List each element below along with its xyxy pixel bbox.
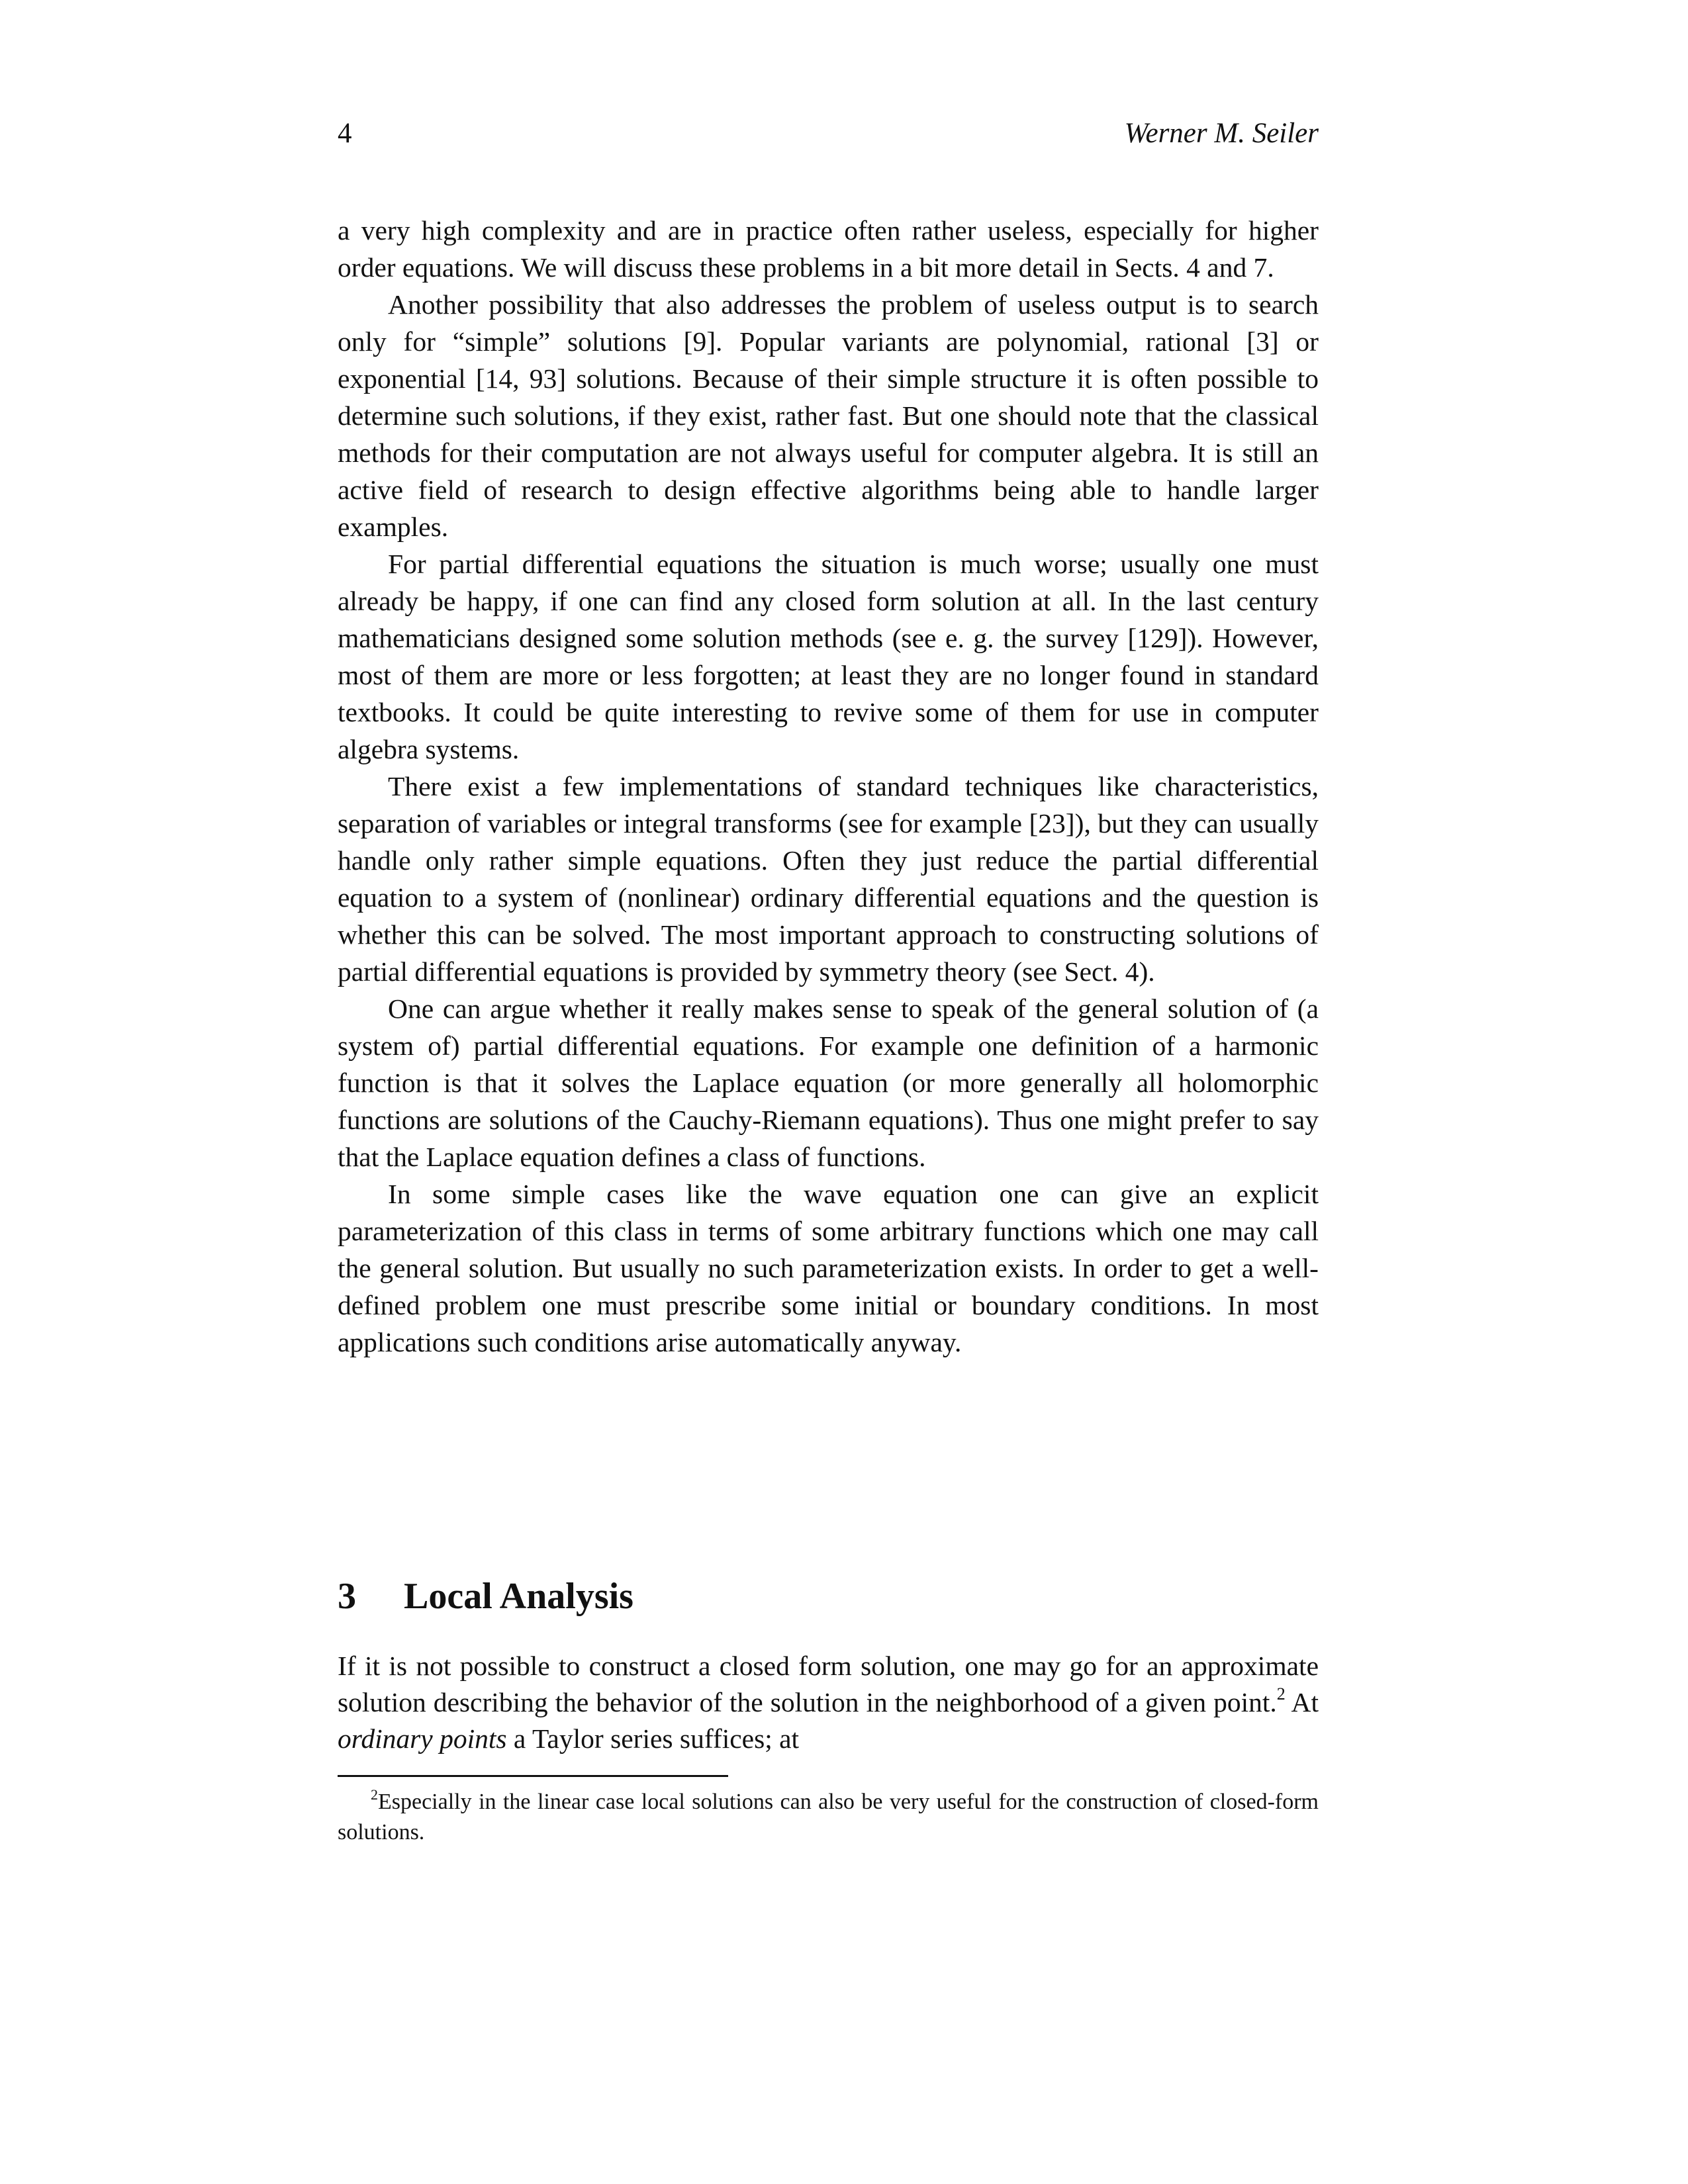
paragraph-local-analysis-mid: At xyxy=(1285,1687,1319,1717)
paragraph-local-analysis-end: a Taylor series suffices; at xyxy=(506,1723,800,1754)
paragraph-local-analysis-start: If it is not possible to construct a closed form solution, one may go for an approximate solution describing the behavior of the solution in the neighborhood of a given point. xyxy=(338,1651,1319,1717)
paragraph-general-solution: One can argue whether it really makes sense to speak of the general solution of (a system of) partial differential equations. For example one definition of a harmonic function is that it solves the Laplace equation (or more generally all holomorphic functions are solutions of the Cauchy-Riemann equations). Thus one might prefer to say that the Laplace equation defines a class of functions. xyxy=(338,993,1319,1172)
paragraph-wave-equation: In some simple cases like the wave equation one can give an explicit parameterization of this class in terms of some arbitrary functions which one may call the general solution. But usually no such parameterization exists. In order to get a well-defined problem one must prescribe some initial or boundary conditions. In most applications such conditions arise automatically anyway. xyxy=(338,1179,1319,1357)
running-author: Werner M. Seiler xyxy=(1124,118,1319,149)
paragraph-continued: a very high complexity and are in practice often rather useless, especially for higher order equations. We will discuss these problems in a bit more detail in Sects. 4 and 7. xyxy=(338,215,1319,283)
footnote-mark: 2 xyxy=(371,1786,378,1803)
paragraph-standard-techniques: There exist a few implementations of standard techniques like characteristics, separation of variables or integral transforms (see for example [23]), but they can usually handle only rather simple equations. Often they just reduce the partial differential equation to a system of (nonlinear) ordinary differential equations and the question is whether this can be solved. The most important approach to constructing solutions of partial differential equations is provided by symmetry theory (see Sect. 4). xyxy=(338,771,1319,987)
footnote-text: Especially in the linear case local solutions can also be very useful for the construction of closed-form solutions. xyxy=(338,1790,1319,1844)
emphasis-ordinary-points: ordinary points xyxy=(338,1723,507,1754)
paragraph-partial-differential-equations: For partial differential equations the situation is much worse; usually one must already be happy, if one can find any closed form solution at all. In the last century mathematicians designed some solution methods (see e. g. the survey [129]). However, most of them are more or less forgotten; at least they are no longer found in standard textbooks. It could be quite interesting to revive some of them for use in computer algebra systems. xyxy=(338,549,1319,764)
section-title: Local Analysis xyxy=(404,1576,633,1617)
running-header xyxy=(338,114,1319,154)
paragraph-simple-solutions: Another possibility that also addresses the problem of useless output is to search only for “simple” solutions [9]. Popular variants are polynomial, rational [3] or exponential [14, 93] solutions. Because of their simple structure it is often possible to determine such solutions, if they exist, rather fast. But one should note that the classical methods for their computation are not always useful for computer algebra. It is still an active field of research to design effective algorithms being able to handle larger examples. xyxy=(338,289,1319,542)
footnote-rule xyxy=(338,1775,728,1777)
footnote xyxy=(338,1787,1319,1848)
body-text xyxy=(338,212,1319,1361)
footnote-reference[interactable]: 2 xyxy=(1276,1684,1286,1704)
section-body xyxy=(338,1648,1319,1757)
section-number: 3 xyxy=(338,1576,356,1617)
page-number: 4 xyxy=(338,118,352,149)
paragraph-local-analysis xyxy=(338,1648,1319,1757)
section-heading xyxy=(338,1570,1319,1623)
